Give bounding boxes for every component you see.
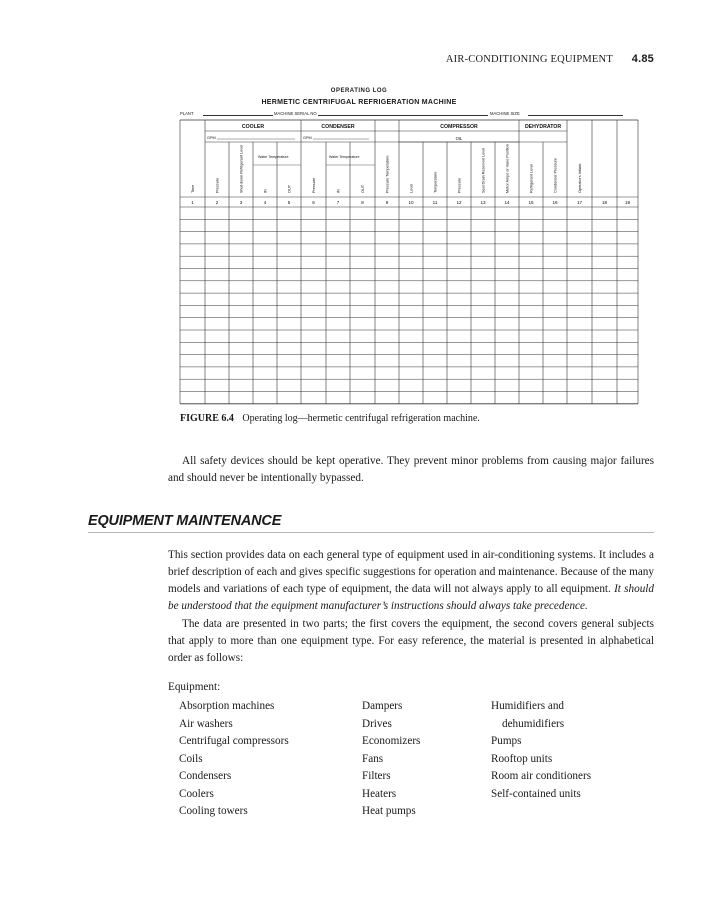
safety-paragraph: All safety devices should be kept operative. They prevent minor problems from causing major failures and should never be intentionally bypassed. — [168, 455, 654, 484]
column-header: OUT — [361, 184, 365, 193]
list-item: Coils — [179, 752, 203, 765]
column-number: 3 — [239, 200, 243, 205]
column-number: 19 — [624, 200, 631, 205]
list-item: Coolers — [179, 787, 214, 800]
column-header: Pressure — [312, 177, 316, 193]
list-item: Absorption machines — [179, 700, 275, 712]
column-number: 7 — [336, 200, 340, 205]
list-item: Economizers — [362, 735, 421, 747]
column-header: Operator's Initials — [578, 163, 582, 193]
list-item: Fans — [362, 752, 384, 765]
list-item: Filters — [362, 770, 391, 782]
column-header: Seal Drain Reservoir Level — [481, 147, 486, 193]
column-number: 16 — [552, 200, 558, 205]
serial-label: MACHINE SERIAL NO — [274, 111, 317, 116]
list-item: Cooling towers — [179, 805, 248, 817]
list-item: Dampers — [362, 700, 403, 712]
list-item: Heat pumps — [362, 805, 416, 817]
column-number: 2 — [215, 200, 219, 205]
column-header: Pressure — [457, 177, 462, 193]
column-header: Temperature — [433, 171, 438, 193]
column-number: 11 — [432, 200, 438, 205]
column-number: 1 — [191, 200, 194, 205]
running-head-title: AIR-CONDITIONING EQUIPMENT — [445, 54, 613, 65]
condenser-water-temp-label: Water Temperature — [329, 155, 360, 159]
column-number: 13 — [480, 200, 486, 205]
list-item: Room air conditioners — [491, 770, 592, 782]
section-paragraph-1-italic: It should be understood that the equipment manufacturer’s instructions should always take precedence. — [168, 583, 654, 612]
list-item: Centrifugal compressors — [179, 735, 289, 747]
column-number: 5 — [287, 200, 291, 205]
list-item: dehumidifiers — [502, 717, 565, 730]
column-number: 17 — [576, 200, 583, 205]
group-label-dehydrator: DEHYDRATOR — [524, 124, 562, 130]
column-header: OUT — [287, 184, 292, 193]
list-item: Heaters — [362, 787, 397, 800]
equipment-list-col1 — [179, 698, 289, 821]
equipment-list-col3 — [491, 698, 591, 803]
figure-caption-text: Operating log—hermetic centrifugal refrigeration machine. — [242, 413, 480, 424]
page-number: 4.85 — [631, 53, 654, 65]
column-header: Time — [191, 184, 195, 193]
list-item: Condensers — [179, 770, 232, 782]
figure-label: FIGURE 6.4 — [180, 413, 234, 424]
size-label: MACHINE SIZE — [490, 111, 520, 116]
section-paragraph-1 — [168, 547, 654, 615]
list-item: Air washers — [179, 717, 233, 730]
section-paragraph-1-text: This section provides data on each general type of equipment used in air-conditioning systems. It includes a brief description of each and gives specific suggestions for operation and maintenance. Because of the many models and variations of each type of equipment, the data will not always apply to all equipment. — [168, 549, 654, 595]
column-header: Level — [409, 183, 414, 193]
column-number: 10 — [408, 200, 414, 205]
section-rule — [88, 532, 654, 533]
column-number: 12 — [456, 200, 462, 205]
column-number: 15 — [528, 200, 534, 205]
column-header: Refrigerant Level — [529, 164, 534, 193]
oil-label: OIL — [455, 136, 463, 141]
group-label-cooler: COOLER — [241, 124, 265, 130]
list-item: Self-contained units — [491, 787, 581, 800]
equipment-label: Equipment: — [168, 681, 221, 693]
column-number: 4 — [263, 200, 267, 205]
column-header: Pressure Temperature — [385, 155, 390, 193]
group-label-condenser: CONDENSER — [321, 124, 355, 130]
log-form-title: OPERATING LOG — [330, 88, 388, 94]
gpm-label-condenser: GPM — [303, 136, 312, 140]
column-header: Condenser Pressure — [553, 158, 558, 193]
column-number: 8 — [361, 200, 364, 205]
plant-label: PLANT — [180, 111, 194, 116]
column-number: 6 — [312, 200, 315, 205]
group-label-compressor: COMPRESSOR — [440, 124, 478, 130]
section-paragraph-2: The data are presented in two parts; the first covers the equipment, the second covers general subjects that apply to more than one equipment type. For easy reference, the material is presented in alphabetical order as follows: — [168, 618, 654, 664]
column-number: 9 — [385, 200, 389, 205]
figure-caption — [180, 413, 480, 424]
column-number: 18 — [601, 200, 608, 205]
cooler-water-temp-label: Water Temperature — [258, 155, 289, 159]
column-header: IN — [263, 189, 268, 193]
operating-log-form — [0, 0, 718, 420]
list-item: Pumps — [491, 735, 522, 747]
column-header: Motor Amps or Vane Position — [505, 144, 510, 193]
gpm-label-cooler: GPM — [207, 136, 216, 140]
column-number: 14 — [504, 200, 510, 205]
equipment-list-col2 — [362, 698, 420, 821]
list-item: Drives — [362, 717, 392, 730]
list-item: Humidifiers and — [491, 700, 565, 712]
list-item: Rooftop units — [491, 752, 553, 765]
log-form-subtitle: HERMETIC CENTRIFUGAL REFRIGERATION MACHINE — [261, 99, 457, 106]
column-header: Shut-down Refrigerant Level — [239, 144, 244, 193]
section-heading: EQUIPMENT MAINTENANCE — [88, 513, 282, 529]
column-header: IN — [336, 189, 341, 193]
column-header: Pressure — [215, 177, 220, 193]
